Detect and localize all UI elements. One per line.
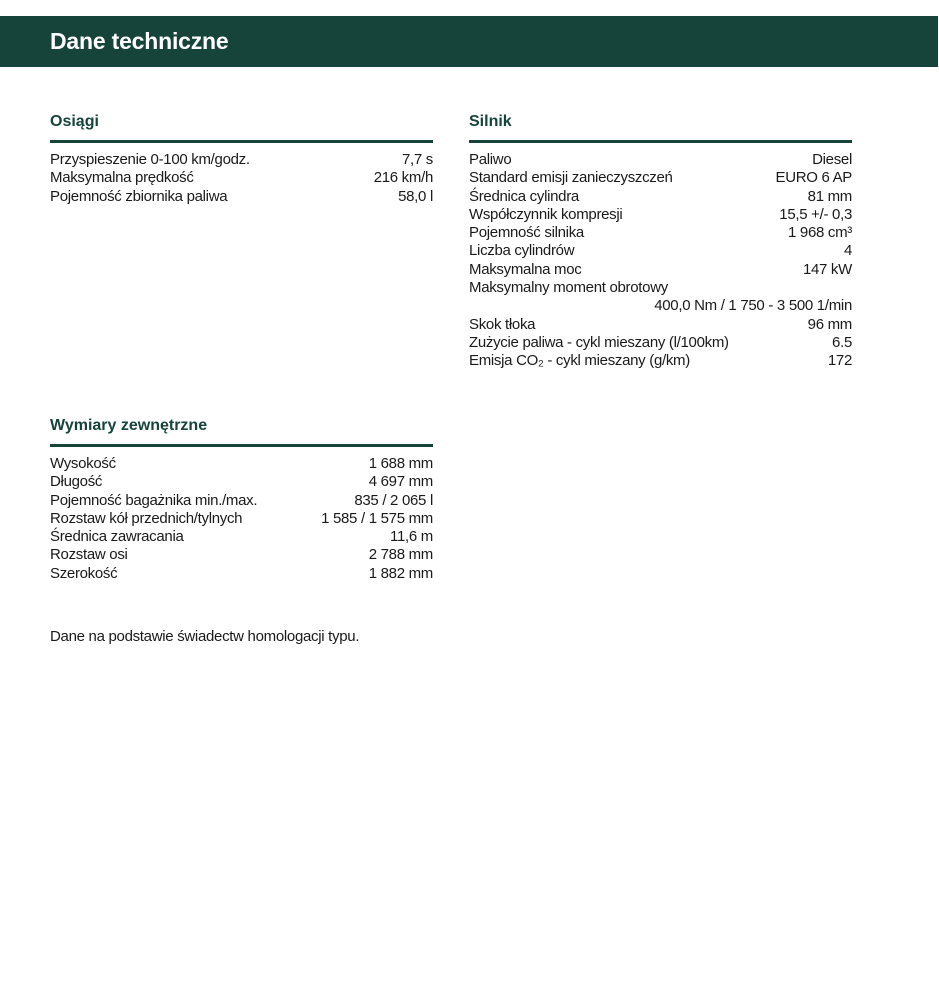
spec-label: Szerokość bbox=[50, 564, 118, 582]
spec-value: 1 585 / 1 575 mm bbox=[321, 509, 433, 527]
spec-label: Maksymalny moment obrotowy bbox=[469, 279, 668, 297]
spec-value: 81 mm bbox=[807, 187, 852, 205]
spec-value: 1 688 mm bbox=[368, 455, 433, 472]
spec-label: Maksymalna prędkość bbox=[50, 169, 194, 187]
spec-row bbox=[469, 188, 852, 206]
spec-label: Długość bbox=[50, 473, 103, 491]
spec-row bbox=[50, 455, 433, 473]
spec-label: Pojemność zbiornika paliwa bbox=[50, 187, 228, 205]
dimensions-rows bbox=[50, 455, 433, 583]
spec-row bbox=[50, 169, 433, 187]
spec-row bbox=[50, 528, 433, 546]
spec-value: 1 882 mm bbox=[368, 564, 433, 582]
spec-value: 1 968 cm³ bbox=[788, 224, 852, 242]
spec-value: 58,0 l bbox=[398, 187, 433, 205]
spec-row bbox=[469, 352, 852, 370]
performance-rows bbox=[50, 151, 433, 206]
spec-row bbox=[469, 242, 852, 260]
section-performance bbox=[50, 112, 433, 206]
section-title-dimensions: Wymiary zewnętrzne bbox=[50, 416, 433, 447]
spec-label: Liczba cylindrów bbox=[469, 242, 575, 260]
spec-row bbox=[50, 565, 433, 583]
spec-value: 216 km/h bbox=[373, 169, 433, 187]
section-engine bbox=[469, 112, 852, 371]
spec-row bbox=[469, 316, 852, 334]
spec-label: Skok tłoka bbox=[469, 315, 536, 333]
spec-value: 172 bbox=[827, 352, 852, 370]
spec-label: Średnica zawracania bbox=[50, 528, 184, 546]
spec-value: 4 bbox=[843, 242, 852, 260]
spec-value: Diesel bbox=[812, 151, 852, 168]
spec-label: Pojemność silnika bbox=[469, 224, 584, 242]
spec-row bbox=[469, 206, 852, 224]
spec-value: 96 mm bbox=[807, 315, 852, 333]
spec-value: EURO 6 AP bbox=[775, 169, 852, 187]
engine-rows bbox=[469, 151, 852, 371]
homologation-footnote: Dane na podstawie świadectw homologacji typu. bbox=[50, 628, 360, 645]
spec-row bbox=[50, 473, 433, 491]
spec-row bbox=[469, 224, 852, 242]
spec-label: Pojemność bagażnika min./max. bbox=[50, 491, 258, 509]
spec-label: Standard emisji zanieczyszczeń bbox=[469, 169, 673, 187]
spec-row bbox=[50, 546, 433, 564]
section-title-engine: Silnik bbox=[469, 112, 852, 143]
spec-value: 4 697 mm bbox=[368, 473, 433, 491]
spec-label: Rozstaw kół przednich/tylnych bbox=[50, 509, 243, 527]
spec-row bbox=[50, 151, 433, 169]
spec-value: 15,5 +/- 0,3 bbox=[779, 205, 852, 223]
spec-row bbox=[469, 334, 852, 352]
section-dimensions bbox=[50, 416, 433, 583]
section-title-performance: Osiągi bbox=[50, 112, 433, 143]
spec-row bbox=[469, 261, 852, 279]
spec-label: Wysokość bbox=[50, 455, 116, 472]
spec-label: Emisja CO₂ - cykl mieszany (g/km) bbox=[469, 352, 690, 370]
spec-value: 11,6 m bbox=[390, 528, 433, 546]
page-title: Dane techniczne bbox=[50, 28, 229, 54]
spec-label: Średnica cylindra bbox=[469, 187, 579, 205]
spec-row bbox=[469, 279, 852, 316]
spec-label: Przyspieszenie 0-100 km/godz. bbox=[50, 151, 250, 168]
spec-label: Paliwo bbox=[469, 151, 512, 168]
spec-label: Współczynnik kompresji bbox=[469, 205, 623, 223]
spec-value: 2 788 mm bbox=[368, 546, 433, 564]
spec-label: Rozstaw osi bbox=[50, 546, 128, 564]
spec-row bbox=[50, 188, 433, 206]
spec-row bbox=[50, 510, 433, 528]
spec-label: Maksymalna moc bbox=[469, 260, 582, 278]
spec-row bbox=[50, 492, 433, 510]
spec-row bbox=[469, 151, 852, 169]
spec-value: 6.5 bbox=[832, 333, 852, 351]
spec-value: 835 / 2 065 l bbox=[354, 491, 433, 509]
spec-value: 400,0 Nm / 1 750 - 3 500 1/min bbox=[654, 297, 852, 315]
spec-label: Zużycie paliwa - cykl mieszany (l/100km) bbox=[469, 333, 729, 351]
spec-value: 147 kW bbox=[802, 260, 852, 278]
spec-value: 7,7 s bbox=[401, 151, 433, 168]
spec-row bbox=[469, 169, 852, 187]
